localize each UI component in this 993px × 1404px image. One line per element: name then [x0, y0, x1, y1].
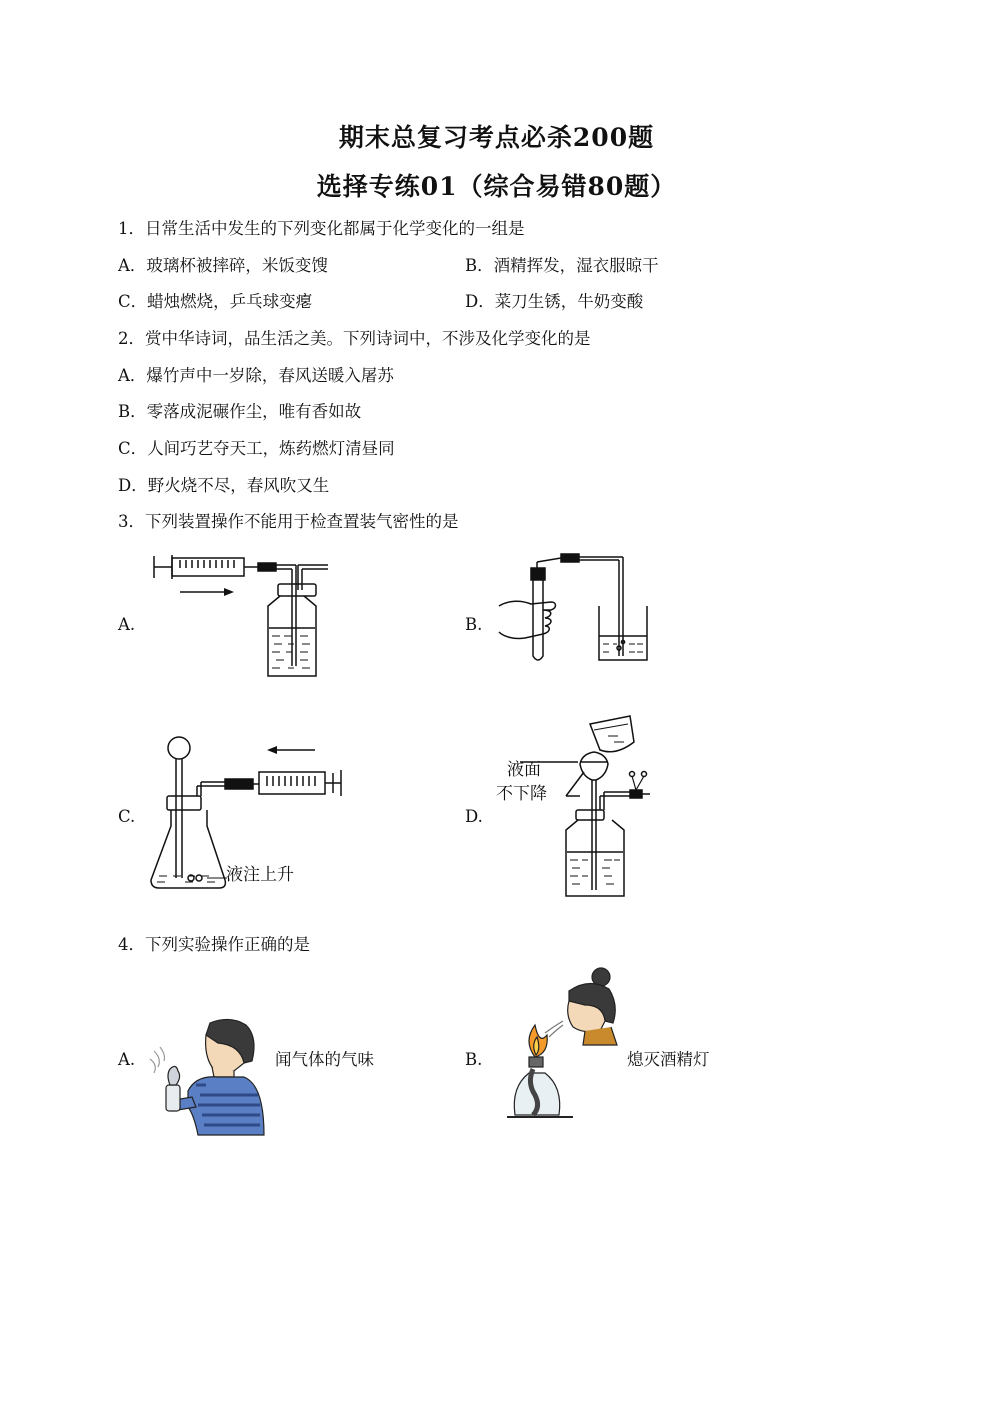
page-title: 期末总复习考点必杀200题 [338, 123, 655, 152]
q1-option-c: C．蜡烛燃烧，乒乓球变瘪 [118, 292, 313, 311]
q3-apparatus-d-funnel-bottle [520, 712, 660, 902]
q3-label-c: C. [118, 807, 136, 826]
question-3-stem: 3．下列装置操作不能用于检查置装气密性的是 [118, 512, 459, 531]
q1-option-d: D．菜刀生锈，牛奶变酸 [465, 292, 644, 311]
q1-option-b: B．酒精挥发，湿衣服晾干 [465, 256, 659, 275]
q2-option-a: A．爆竹声中一岁除，春风送暖入屠苏 [118, 366, 394, 385]
question-1-stem: 1．日常生活中发生的下列变化都属于化学变化的一组是 [118, 219, 525, 238]
q3-label-d: D. [465, 807, 483, 826]
q2-option-b: B．零落成泥碾作尘，唯有香如故 [118, 402, 362, 421]
q4-b-caption: 熄灭酒精灯 [627, 1050, 710, 1069]
q3-c-caption: 液注上升 [226, 865, 294, 885]
q3-label-a: A. [118, 615, 136, 634]
q4-a-boy-smelling-gas-illustration [148, 1015, 268, 1140]
page-subtitle: 选择专练01（综合易错80题） [316, 172, 677, 201]
q4-label-a: A. [118, 1050, 136, 1069]
q3-d-caption-line2: 不下降 [496, 784, 547, 804]
question-4-stem: 4．下列实验操作正确的是 [118, 935, 310, 954]
q3-apparatus-a-syringe-bottle [150, 548, 350, 680]
q3-apparatus-b-hand-test-tube-beaker [495, 548, 655, 668]
q3-d-caption-line1: 液面 [507, 760, 541, 780]
q2-option-c: C．人间巧艺夺天工，炼药燃灯清昼同 [118, 439, 395, 458]
q2-option-d: D．野火烧不尽，春风吹又生 [118, 476, 330, 495]
q4-b-girl-blowing-lamp-illustration [505, 965, 645, 1140]
q1-option-a: A．玻璃杯被摔碎，米饭变馊 [118, 256, 328, 275]
q3-label-b: B. [465, 615, 483, 634]
q4-label-b: B. [465, 1050, 483, 1069]
q4-a-caption: 闻气体的气味 [275, 1050, 374, 1069]
question-2-stem: 2．赏中华诗词，品生活之美。下列诗词中，不涉及化学变化的是 [118, 329, 591, 348]
